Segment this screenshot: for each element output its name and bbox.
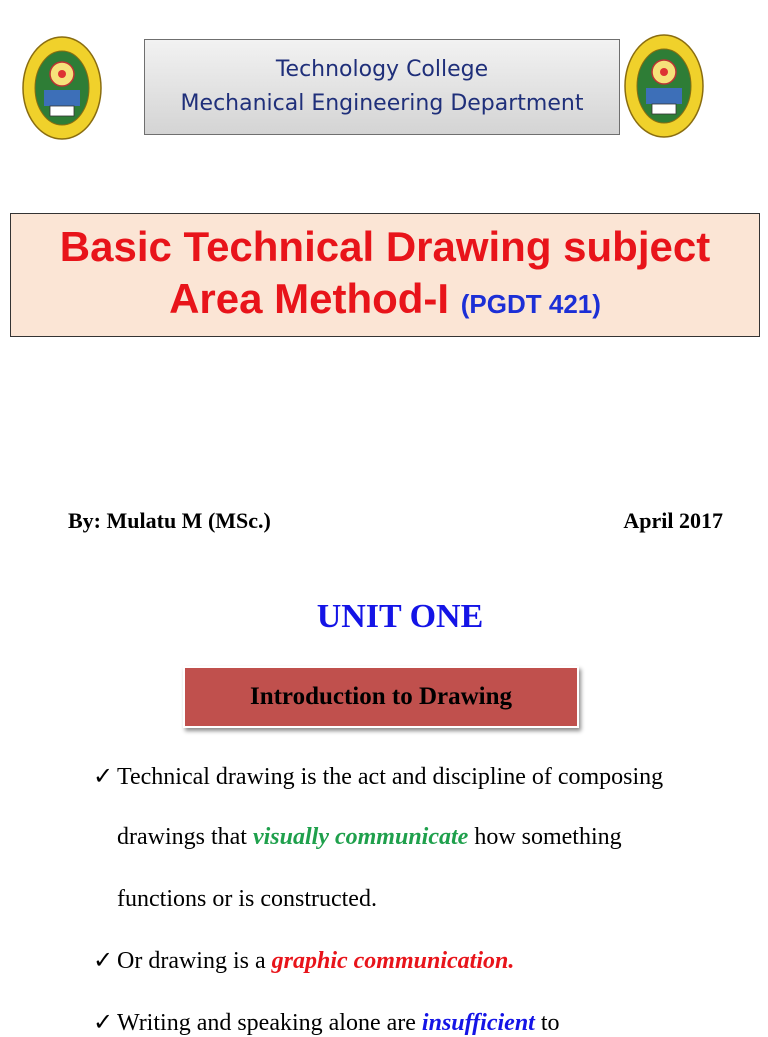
department-name: Mechanical Engineering Department (180, 91, 584, 116)
emphasis-text: visually communicate (252, 824, 469, 850)
emphasis-text: graphic communication. (271, 948, 515, 974)
section-title: Introduction to Drawing (249, 683, 513, 710)
bullet-text: Writing and speaking alone are (117, 1010, 416, 1036)
date-label: April 2017 (623, 508, 723, 533)
college-name: Technology College (275, 57, 489, 82)
course-title-line1: Basic Technical Drawing subject (59, 222, 711, 270)
check-icon: ✓ (93, 764, 114, 790)
section-title-box (183, 666, 579, 728)
university-seal-icon (624, 34, 704, 138)
check-icon: ✓ (93, 1010, 114, 1036)
bullet-text: Or drawing is a (117, 948, 266, 974)
bullet-text: drawings that (117, 824, 247, 850)
author-byline: By: Mulatu M (MSc.) (68, 508, 271, 533)
bullet-item (93, 1008, 560, 1037)
bullet-text: to (540, 1010, 560, 1036)
bullet-continuation (117, 886, 377, 913)
course-code: (PGDT 421) (460, 288, 601, 319)
bullet-text: functions or is constructed. (117, 886, 377, 912)
university-seal-icon (22, 36, 102, 140)
bullet-item (93, 946, 514, 975)
bullet-text: how something (474, 824, 622, 850)
course-title-box (10, 213, 760, 337)
department-header (144, 39, 620, 135)
emphasis-text: insufficient (421, 1010, 535, 1036)
bullet-text: Technical drawing is the act and discipline of composing (117, 764, 664, 790)
course-title-line2 (169, 273, 601, 330)
check-icon: ✓ (93, 948, 114, 974)
unit-heading: UNIT ONE (316, 598, 484, 635)
course-title-line2-text: Area Method-I (169, 274, 450, 322)
bullet-continuation (117, 824, 622, 851)
bullet-item (93, 762, 663, 791)
